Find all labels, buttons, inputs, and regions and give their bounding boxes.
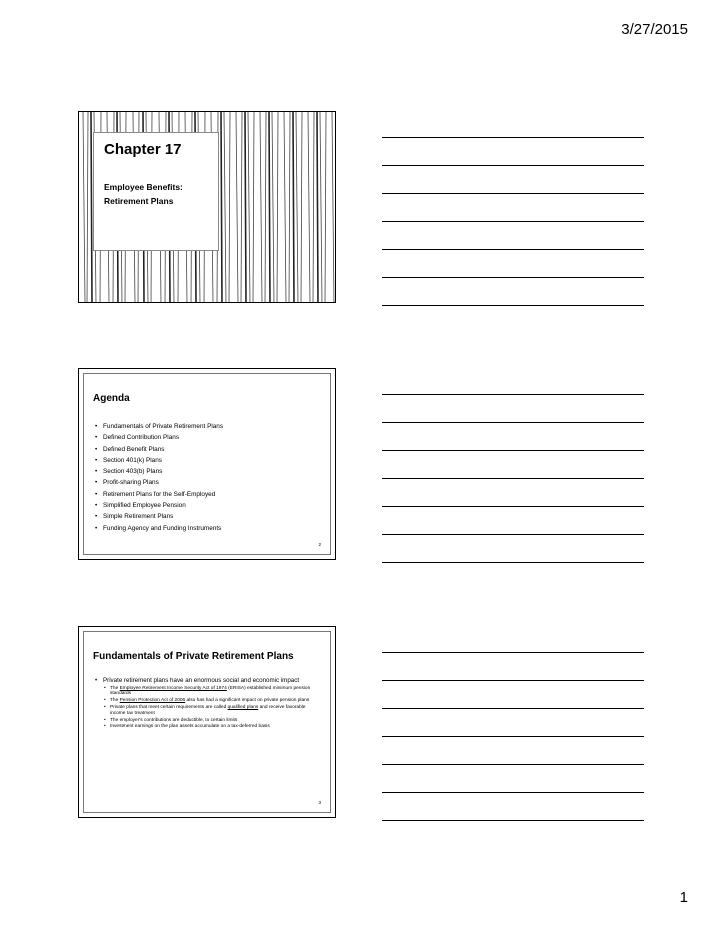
list-item: • Profit-sharing Plans: [93, 477, 223, 488]
note-line: [382, 562, 644, 563]
sub-bullet-erisa: • The Employee Retirement Income Security Act of 1974 (ERISA) established minimum pension standards: [93, 686, 313, 698]
note-line: [382, 708, 644, 709]
slide-body: [93, 677, 313, 731]
note-line: [382, 764, 644, 765]
slide-3-fundamentals: [78, 626, 336, 818]
note-line: [382, 820, 644, 821]
ppa-link-text: Pension Protection Act of 2006: [119, 698, 186, 704]
note-line: [382, 305, 644, 306]
note-line: [382, 165, 644, 166]
subtitle-line-2: Retirement Plans: [104, 196, 174, 206]
slide-title: Chapter 17: [104, 141, 182, 158]
note-line: [382, 450, 644, 451]
list-item: • Fundamentals of Private Retirement Plans: [93, 421, 223, 432]
list-item: • Section 403(b) Plans: [93, 466, 223, 477]
slide-1-title: [78, 111, 336, 303]
note-line: [382, 652, 644, 653]
list-item: • Section 401(k) Plans: [93, 455, 223, 466]
slide-number: 2: [318, 542, 321, 547]
note-line: [382, 137, 644, 138]
print-date: 3/27/2015: [621, 21, 688, 38]
sub-bullet-qualified: • Private plans that meet certain requirements are called qualified plans and receive favorable income tax treatment: [93, 705, 313, 717]
slide-2-agenda: [78, 368, 336, 560]
sub-bullet-deductible: • The employer's contributions are deductible, to certain limits: [93, 718, 313, 724]
subtitle-line-1: Employee Benefits:: [104, 182, 183, 192]
subtitle-panel: [93, 168, 219, 251]
note-line: [382, 249, 644, 250]
list-item: • Retirement Plans for the Self-Employed: [93, 489, 223, 500]
note-line: [382, 478, 644, 479]
list-item: • Simplified Employee Pension: [93, 500, 223, 511]
list-item: • Defined Contribution Plans: [93, 432, 223, 443]
note-line: [382, 193, 644, 194]
sub-bullet-tax-deferred: • Investment earnings on the plan assets accumulate on a tax-deferred basis: [93, 724, 313, 730]
note-line: [382, 277, 644, 278]
list-item: • Defined Benefit Plans: [93, 444, 223, 455]
note-line: [382, 792, 644, 793]
list-item: • Funding Agency and Funding Instruments: [93, 523, 223, 534]
page-number: 1: [679, 889, 688, 906]
slide-number: 3: [318, 800, 321, 805]
slide-heading: Agenda: [93, 393, 130, 404]
note-line: [382, 534, 644, 535]
agenda-list: [93, 421, 223, 534]
erisa-link-text: Employee Retirement Income Security Act of 1974: [119, 685, 227, 691]
slide-heading: Fundamentals of Private Retirement Plans: [93, 651, 294, 662]
sub-bullet-ppa: • The Pension Protection Act of 2006 also has had a significant impact on private pension plans: [93, 698, 313, 704]
note-line: [382, 736, 644, 737]
main-bullet: • Private retirement plans have an enormous social and economic impact: [93, 677, 313, 685]
note-line: [382, 394, 644, 395]
note-line: [382, 221, 644, 222]
note-line: [382, 422, 644, 423]
note-line: [382, 680, 644, 681]
list-item: • Simple Retirement Plans: [93, 511, 223, 522]
qualified-plans-text: qualified plans: [227, 704, 259, 710]
note-line: [382, 506, 644, 507]
